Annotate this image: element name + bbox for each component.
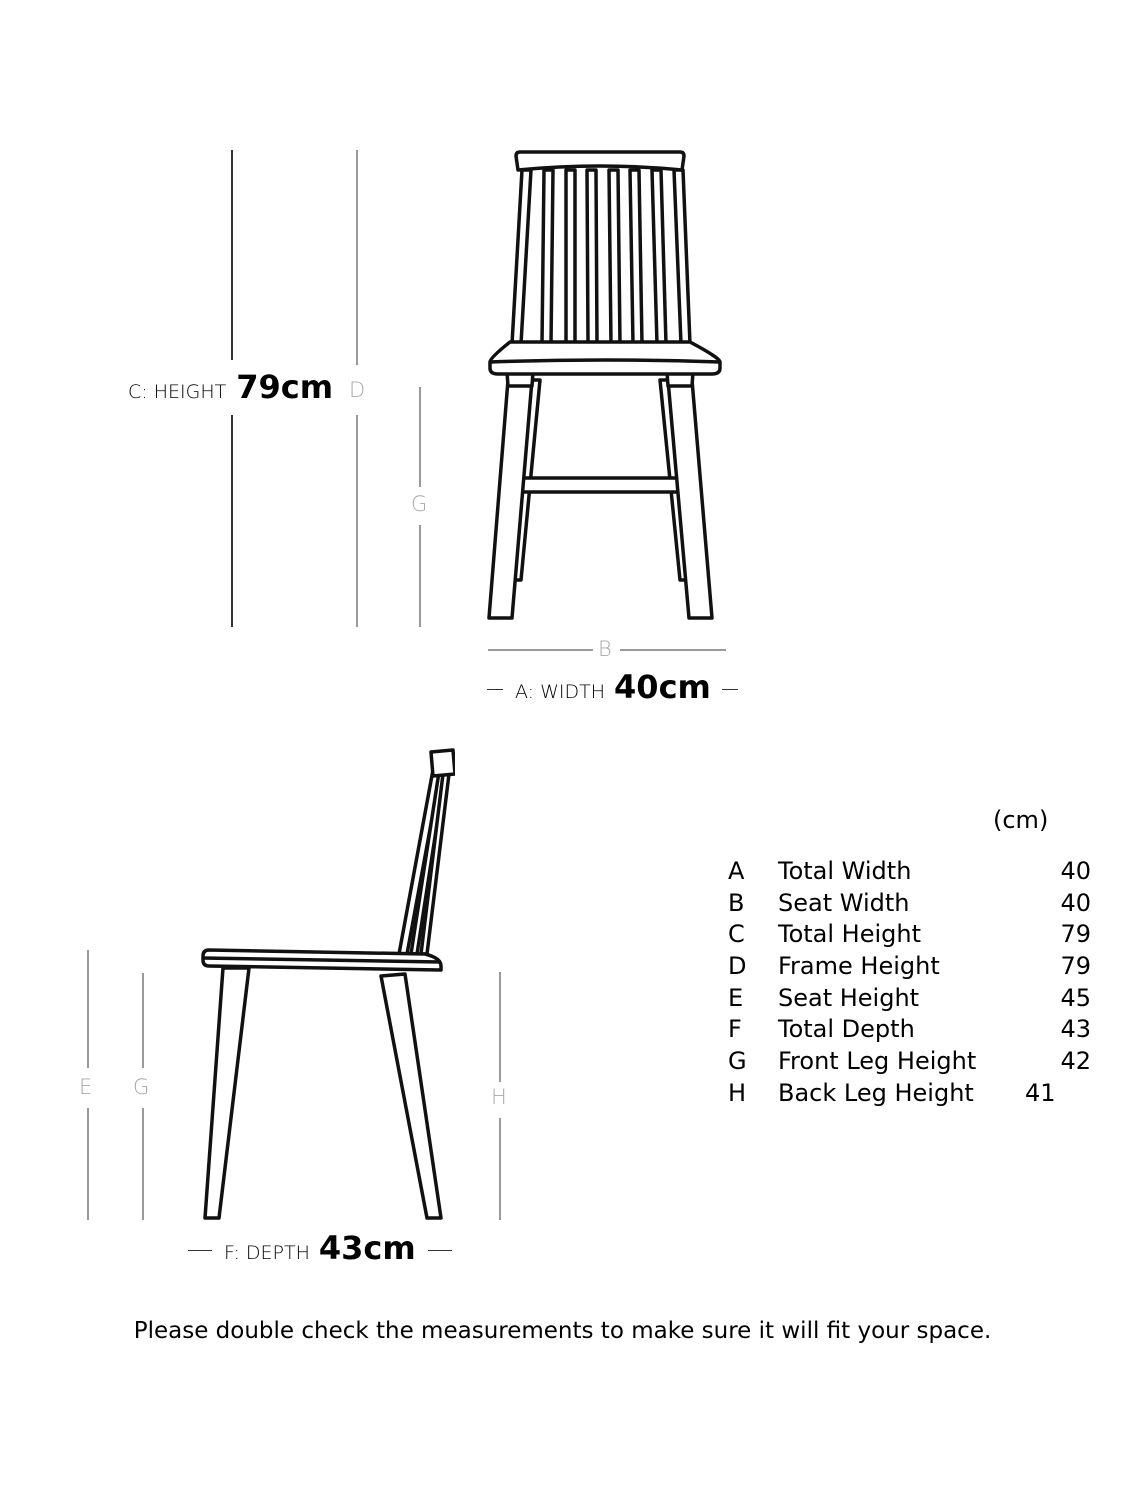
spec-name: Total Depth xyxy=(778,1015,915,1044)
spec-name: Total Height xyxy=(778,920,922,949)
depth-value: 43cm xyxy=(318,1229,416,1267)
spec-key: B xyxy=(728,888,745,917)
spec-key: E xyxy=(728,983,744,1012)
spec-value: 79 xyxy=(1060,920,1091,949)
frame-height-line-top xyxy=(356,150,358,365)
spec-key: A xyxy=(728,856,745,885)
frame-height-label: D xyxy=(349,378,366,402)
seat-width-line-right xyxy=(620,649,726,651)
table-row xyxy=(728,1045,1091,1077)
width-dash-left xyxy=(487,689,503,691)
depth-label: F: DEPTH xyxy=(224,1242,310,1264)
spec-name: Seat Height xyxy=(778,983,920,1012)
spec-table xyxy=(728,855,1091,1109)
spec-name: Back Leg Height xyxy=(778,1078,974,1107)
width-value: 40cm xyxy=(614,668,711,706)
spec-value: 45 xyxy=(1060,983,1091,1012)
back-leg-line-bottom xyxy=(499,1118,501,1220)
spec-key: D xyxy=(728,951,747,980)
seat-height-label: E xyxy=(79,1075,93,1099)
side-front-leg-line-top xyxy=(142,973,144,1068)
spec-key: H xyxy=(728,1078,747,1107)
seat-width-line-left xyxy=(488,649,593,651)
width-dimension-label xyxy=(487,668,738,706)
side-front-leg-label: G xyxy=(133,1075,150,1099)
frame-height-line-bottom xyxy=(356,415,358,627)
spec-value: 79 xyxy=(1060,951,1091,980)
spec-value: 42 xyxy=(1060,1046,1091,1075)
spec-key: F xyxy=(728,1015,742,1044)
table-row xyxy=(728,855,1091,887)
seat-height-line-top xyxy=(87,950,89,1068)
back-leg-label: H xyxy=(491,1085,507,1109)
height-value: 79cm xyxy=(236,368,334,406)
height-dimension-label xyxy=(128,368,333,406)
spec-key: C xyxy=(728,920,745,949)
spec-name: Total Width xyxy=(778,856,912,885)
table-row xyxy=(728,982,1091,1014)
spec-name: Frame Height xyxy=(778,951,940,980)
depth-dash-right xyxy=(428,1250,452,1252)
front-leg-label: G xyxy=(411,492,428,516)
seat-height-line-bottom xyxy=(87,1108,89,1220)
spec-value: 40 xyxy=(1060,888,1091,917)
table-row xyxy=(728,1077,1091,1109)
spec-name: Front Leg Height xyxy=(778,1046,977,1075)
spec-key: G xyxy=(728,1046,747,1075)
side-front-leg-line-bottom xyxy=(142,1108,144,1220)
width-label: A: WIDTH xyxy=(515,681,606,703)
table-row xyxy=(728,918,1091,950)
back-leg-line-top xyxy=(499,972,501,1082)
spec-name: Seat Width xyxy=(778,888,910,917)
width-dash-right xyxy=(722,689,738,691)
height-dimension-line-bottom xyxy=(231,415,233,627)
table-row xyxy=(728,950,1091,982)
spec-value: 41 xyxy=(1025,1078,1056,1107)
depth-dimension-label xyxy=(188,1229,452,1267)
height-dimension-line-top xyxy=(231,150,233,360)
chair-side-drawing xyxy=(195,740,455,1225)
seat-width-label: B xyxy=(598,637,612,661)
depth-dash-left xyxy=(188,1250,212,1252)
table-row xyxy=(728,1013,1091,1045)
spec-unit-label: (cm) xyxy=(993,806,1049,834)
table-row xyxy=(728,887,1091,919)
chair-front-drawing xyxy=(480,140,740,630)
height-label: C: HEIGHT xyxy=(128,381,227,403)
spec-value: 43 xyxy=(1060,1015,1091,1044)
spec-value: 40 xyxy=(1060,856,1091,885)
front-leg-line-bottom xyxy=(419,525,421,627)
front-leg-line-top xyxy=(419,387,421,487)
measurement-note: Please double check the measurements to make sure it will fit your space. xyxy=(133,1318,992,1344)
